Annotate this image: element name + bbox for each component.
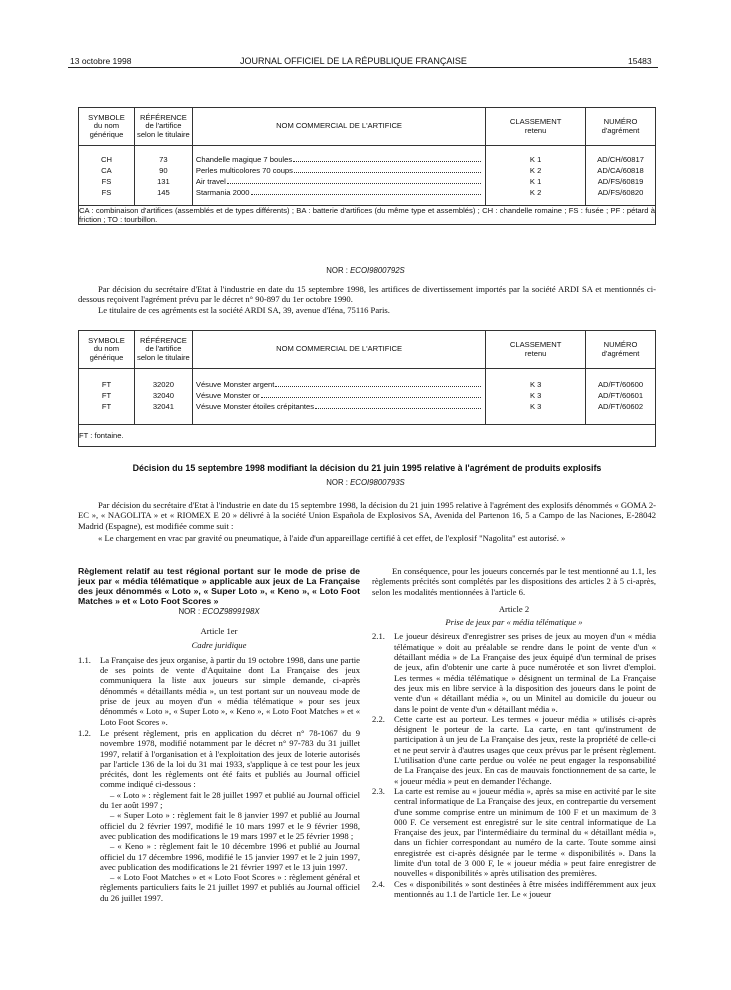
reglement-title: Règlement relatif au test régional portant sur le mode de prise de jeux par « média télématique » applicable aux jeux de La Française des jeux dénommés « Loto », « Super Loto », « Keno », « Loto Foot Matches » et « Loto Foot Scores »: [78, 566, 360, 606]
artifice-table-2: [78, 330, 656, 447]
col-numero: NUMÉRO d'agrément: [586, 331, 656, 369]
nor-line-1: NOR : ECOI9800792S: [326, 266, 405, 275]
header-page-number: 15483: [628, 56, 652, 66]
table-note-row: [79, 425, 656, 447]
col-nom: NOM COMMERCIAL DE L'ARTIFICE: [192, 331, 485, 369]
table1-note: CA : combinaison d'artifices (assemblés et de types différents) ; BA : batterie d'artifices (du même type et assemblés) ; CH : chandelle romaine ; FS : fusée ; PF : pétard à friction ; TO : tourbillon.: [79, 206, 655, 224]
table-header-row: [79, 331, 656, 369]
nor-line-2: NOR : ECOI9800793S: [326, 478, 405, 487]
nor-code: ECOI9800792S: [350, 266, 405, 275]
reference-cell: 73 90 131 145: [134, 146, 192, 206]
paragraph-ardi-decision: Par décision du secrétaire d'Etat à l'industrie en date du 15 septembre 1998, les artifices de divertissement importés par la société ARDI SA et mentionnés ci-dessous reçoivent l'agrément prévu par le décret n° 90-897 du 1er octobre 1990.: [78, 284, 656, 305]
list-item: – « Super Loto » : règlement fait le 8 janvier 1997 et publié au Journal officiel du 2 février 1997, modifié le 10 mars 1997 et le 9 février 1998, avec publication des modifications le 19 mars 1997 et le 25 février 1998 ;: [100, 810, 360, 841]
nor-code: ECOI9800793S: [350, 478, 405, 487]
col-classement: CLASSEMENT retenu: [486, 108, 586, 146]
table-body: [79, 369, 656, 425]
header-journal-title: JOURNAL OFFICIEL DE LA RÉPUBLIQUE FRANÇAISE: [240, 56, 467, 66]
article-2-heading: Article 2: [498, 603, 530, 614]
numero-cell: AD/FT/60600 AD/FT/60601 AD/FT/60602: [586, 369, 656, 425]
table-body: [79, 146, 656, 206]
sub-item-list: [78, 790, 360, 903]
article-2-subheading: Prise de jeux par « média télématique »: [445, 617, 583, 628]
symbole-cell: CH CA FS FS: [79, 146, 135, 206]
list-item: 2.4. Ces « disponibilités » sont destinées à être misées indifféremment aux jeux mentionnés au 1.1 de l'article 1er. Le « joueur: [372, 878, 656, 899]
paragraph-nagolita: « Le chargement en vrac par gravité ou pneumatique, à l'aide d'un appareillage certifié à cet effet, de l'explosif "Nagolita" est autorisé. »: [98, 533, 566, 543]
list-item: – « Loto » : règlement fait le 28 juillet 1997 et publié au Journal officiel du 1er août 1997 ;: [100, 789, 360, 811]
col-symbole: SYMBOLE du nom générique: [79, 108, 135, 146]
col-reference: RÉFÉRENCE de l'artifice selon le titulaire: [134, 108, 192, 146]
col-numero: NUMÉRO d'agrément: [586, 108, 656, 146]
right-intro-paragraph: En conséquence, pour les joueurs concernés par le test mentionné au 1.1, les règlements précités sont complétés par les dispositions des articles 2 à 5 ci-après, selon les modalités mentionnées à l'article 6.: [372, 566, 656, 597]
classement-cell: K 3 K 3 K 3: [486, 369, 586, 425]
col-reference: RÉFÉRENCE de l'artifice selon le titulaire: [134, 331, 192, 369]
list-item: 2.1. Le joueur désireux d'enregistrer ses prises de jeux au moyen d'un « média télématique » doit au préalable se rendre dans le point de vente d'un « détaillant média » de La Française des jeux équipé d'un terminal de prises de jeux, afin d'obtenir une carte à puce numérotée et son livret d'emploi. Les termes « média télématique » désignent un terminal de La Française des jeux mis en libre service à la disposition des joueurs dans le point de vente d'un « détaillant média », ou un Minitel au domicile du joueur ou dans le point de vente d'un « détaillant média ».: [372, 631, 656, 714]
nor-line-3: NOR : ECOZ9899198X: [178, 607, 260, 616]
paragraph-ardi-titulaire: Le titulaire de ces agréments est la société ARDI SA, 39, avenue d'Iéna, 75116 Paris.: [98, 305, 390, 315]
col-classement: CLASSEMENT retenu: [486, 331, 586, 369]
left-column: [78, 566, 360, 903]
reference-cell: 32020 32040 32041: [134, 369, 192, 425]
table-header-row: [79, 108, 656, 146]
list-item: 1.1. La Française des jeux organise, à partir du 19 octobre 1998, dans une partie de ses points de vente d'Aquitaine dont La Française des jeux communiquera la liste aux joueurs sur simple demande, ci-après dénommés « détaillants média », un test portant sur un nouveau mode de prise de jeux au moyen d'un « média télématique » pour ses jeux dénommés « Loto », « Super Loto », « Keno », « Loto Foot Matches » et « Loto Foot Scores ».: [78, 654, 360, 727]
table-note-row: [79, 206, 656, 225]
nom-cell: Chandelle magique 7 boules Perles multicolores 70 coups Air travel Starmania 2000: [192, 146, 485, 206]
col-symbole: SYMBOLE du nom générique: [79, 331, 135, 369]
header-date: 13 octobre 1998: [70, 56, 132, 66]
numero-cell: AD/CH/60817 AD/CA/60818 AD/FS/60819 AD/FS/60820: [586, 146, 656, 206]
list-item: – « Keno » : règlement fait le 10 décembre 1996 et publié au Journal officiel du 17 décembre 1996, modifié le 15 janvier 1997 et le 2 juin 1997, avec publication des modifications le 21 février 1997 et le 13 juin 1997.: [100, 841, 360, 872]
nor-code: ECOZ9899198X: [202, 607, 260, 616]
symbole-cell: FT FT FT: [79, 369, 135, 425]
table2-note: FT : fontaine.: [79, 425, 656, 447]
header-rule: [68, 67, 658, 68]
article-1-subheading: Cadre juridique: [191, 639, 247, 650]
paragraph-decision: Par décision du secrétaire d'Etat à l'industrie en date du 15 septembre 1998, la décision du 21 juin 1995 relative à l'agrément des explosifs dénommés « GOMA 2-EC », « NAGOLITA » et « RIOMEX E 20 » délivré à la société Union Española de Explosivos SA, Avenida del Partenon 16, 5 a Campo de las Naciones, E-28042 Madrid (Espagne), est modifiée comme suit :: [78, 500, 656, 531]
list-item: 2.2. Cette carte est au porteur. Les termes « joueur média » utilisés ci-après désignent le porteur de la carte. La carte, en tant qu'instrument de participation à un jeu de La Française des jeux, reste la propriété de celle-ci et ne peut servir à d'autres usages que ceux prévus par le présent règlement. L'utilisation d'une carte perdue ou volée ne peut engager la responsabilité de La Française des jeux. En cas de mauvais fonctionnement de sa carte, le « joueur média » peut en demander l'échange.: [372, 713, 656, 786]
nom-cell: Vésuve Monster argent Vésuve Monster or Vésuve Monster étoiles crépitantes: [192, 369, 485, 425]
decision-title: Décision du 15 septembre 1998 modifiant la décision du 21 juin 1995 relative à l'agrément de produits explosifs: [132, 463, 602, 473]
artifice-table-1: [78, 107, 656, 225]
col-nom: NOM COMMERCIAL DE L'ARTIFICE: [192, 108, 485, 146]
list-item: 1.2. Le présent règlement, pris en application du décret n° 78-1067 du 9 novembre 1978, modifié notamment par le décret n° 97-783 du 31 juillet 1997, relatif à l'organisation et à l'exploitation des jeux de loterie autorisés par l'article 136 de la loi du 31 mai 1933, s'applique à ce test pour les jeux précités, dont les règlements ont été faits et publiés au Journal officiel comme indiqué ci-dessous :: [78, 727, 360, 790]
article-1-heading: Article 1er: [200, 626, 238, 637]
list-item: – « Loto Foot Matches » et « Loto Foot Scores » : règlement général et règlements particuliers faits le 21 juillet 1997 et publiés au Journal officiel du 26 juillet 1997.: [100, 872, 360, 903]
right-column: [372, 566, 656, 899]
list-item: 2.3. La carte est remise au « joueur média », après sa mise en activité par le site central informatique de La Française des jeux, en contrepartie du versement d'une somme comprise entre un minimum de 100 F et un maximum de 3 000 F. Ce versement est enregistré sur le site central informatique de La Française des jeux, par l'intermédiaire du terminal du « détaillant média », dans un fichier correspondant au numéro de la carte. Toute somme ainsi enregistrée est ci-après désignée par le terme « disponibilités ». Dans la limite d'un total de 3 000 F, le « joueur média » peut faire enregistrer de nouvelles « disponibilités » après utilisation des premières.: [372, 785, 656, 879]
classement-cell: K 1 K 2 K 1 K 2: [486, 146, 586, 206]
